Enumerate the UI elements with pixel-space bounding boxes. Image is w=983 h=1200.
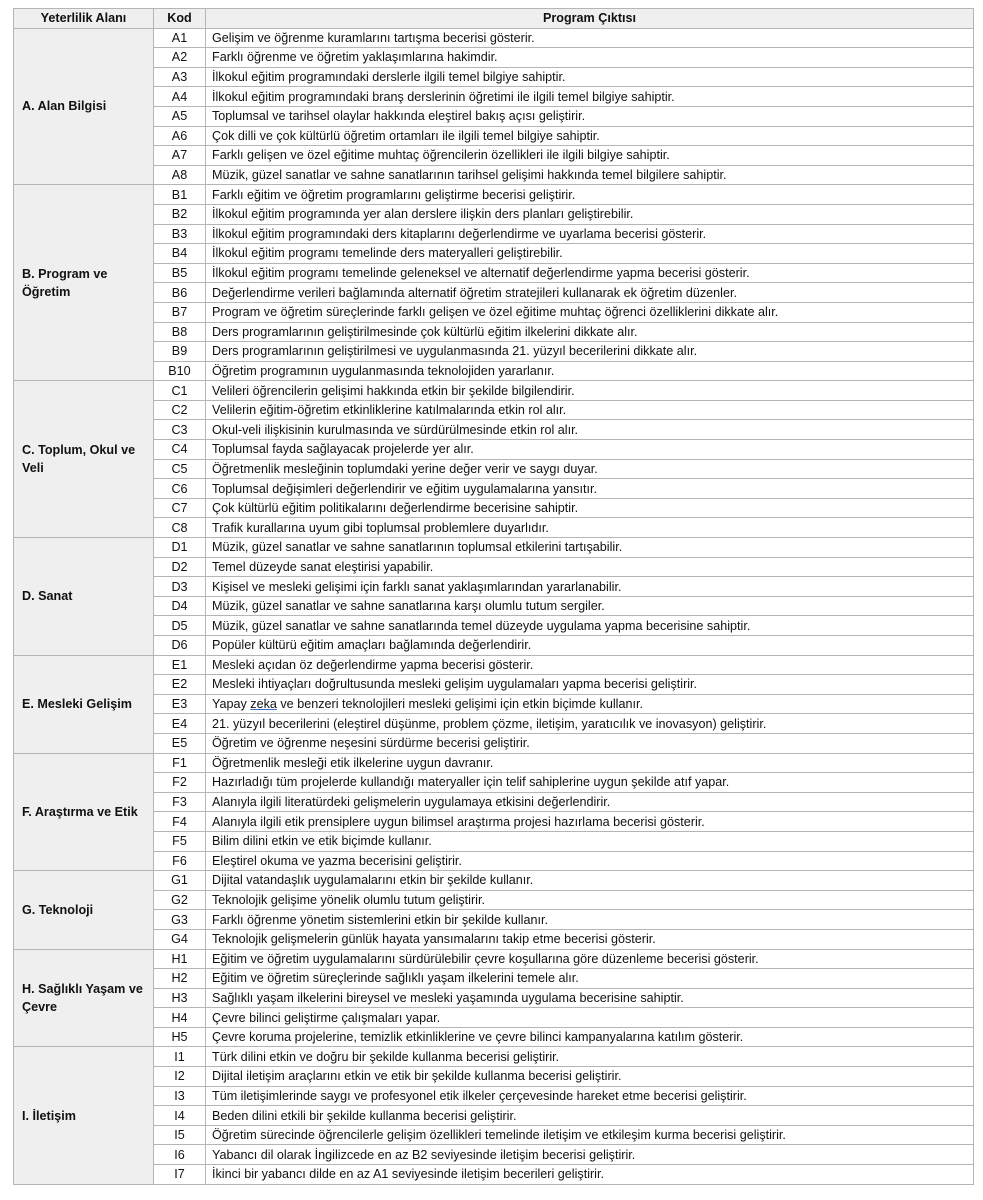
outcome-code: I5 (154, 1125, 206, 1145)
outcome-text-underlined: zeka (250, 697, 277, 712)
outcome-text: Mesleki ihtiyaçları doğrultusunda mesleki gelişim uygulamaları yapma becerisi geliştirir. (206, 675, 974, 695)
outcome-code: F6 (154, 851, 206, 871)
outcome-text: Müzik, güzel sanatlar ve sahne sanatlarında temel düzeyde uygulama yapma becerisine sahiptir. (206, 616, 974, 636)
outcome-code: F2 (154, 773, 206, 793)
outcome-text: Dijital iletişim araçlarını etkin ve etik bir şekilde kullanma becerisi geliştirir. (206, 1067, 974, 1087)
header-row (14, 9, 974, 29)
outcome-code: G3 (154, 910, 206, 930)
table-row (14, 871, 974, 891)
outcome-code: B4 (154, 244, 206, 264)
outcome-code: B3 (154, 224, 206, 244)
outcome-code: D1 (154, 538, 206, 558)
outcome-code: I3 (154, 1086, 206, 1106)
outcome-code: B1 (154, 185, 206, 205)
outcome-code: A7 (154, 146, 206, 166)
outcome-code: C2 (154, 400, 206, 420)
table-row (14, 1047, 974, 1067)
table-row (14, 890, 974, 910)
outcome-text: İlkokul eğitim programı temelinde geleneksel ve alternatif değerlendirme yapma becerisi gösterir. (206, 263, 974, 283)
table-row (14, 185, 974, 205)
outcome-code: I2 (154, 1067, 206, 1087)
outcome-text: Temel düzeyde sanat eleştirisi yapabilir. (206, 557, 974, 577)
outcome-text: İlkokul eğitim programındaki branş derslerinin öğretimi ile ilgili temel bilgiye sahiptir. (206, 87, 974, 107)
table-row (14, 1145, 974, 1165)
competency-table (13, 8, 974, 1185)
outcome-text: 21. yüzyıl becerilerini (eleştirel düşünme, problem çözme, iletişim, yaratıcılık ve inovasyon) geliştirir. (206, 714, 974, 734)
outcome-text: Okul-veli ilişkisinin kurulmasında ve sürdürülmesinde etkin rol alır. (206, 420, 974, 440)
table-row (14, 988, 974, 1008)
outcome-code: E4 (154, 714, 206, 734)
outcome-code: H3 (154, 988, 206, 1008)
table-row (14, 694, 974, 714)
outcome-code: B5 (154, 263, 206, 283)
outcome-text: Farklı öğrenme ve öğretim yaklaşımlarına hakimdir. (206, 48, 974, 68)
outcome-text: Program ve öğretim süreçlerinde farklı gelişen ve özel eğitime muhtaç öğrenci özelliklerini dikkate alır. (206, 302, 974, 322)
outcome-code: H2 (154, 969, 206, 989)
header-code: Kod (154, 9, 206, 29)
outcome-text: Farklı eğitim ve öğretim programlarını geliştirme becerisi geliştirir. (206, 185, 974, 205)
table-row (14, 538, 974, 558)
outcome-text: Alanıyla ilgili literatürdeki gelişmelerin uygulamaya etkisini değerlendirir. (206, 792, 974, 812)
outcome-code: G4 (154, 929, 206, 949)
outcome-text: Toplumsal fayda sağlayacak projelerde yer alır. (206, 440, 974, 460)
table-row (14, 28, 974, 48)
outcome-text: Farklı öğrenme yönetim sistemlerini etkin bir şekilde kullanır. (206, 910, 974, 930)
table-row (14, 322, 974, 342)
table-row (14, 440, 974, 460)
outcome-text: Farklı gelişen ve özel eğitime muhtaç öğrencilerin özellikleri ile ilgili bilgiye sahiptir. (206, 146, 974, 166)
outcome-text: Yabancı dil olarak İngilizcede en az B2 seviyesinde iletişim becerisi geliştirir. (206, 1145, 974, 1165)
header-area: Yeterlilik Alanı (14, 9, 154, 29)
outcome-code: H5 (154, 1027, 206, 1047)
outcome-text: Öğretmenlik mesleği etik ilkelerine uygun davranır. (206, 753, 974, 773)
table-row (14, 302, 974, 322)
outcome-text: İlkokul eğitim programında yer alan derslere ilişkin ders planları geliştirebilir. (206, 204, 974, 224)
table-row (14, 106, 974, 126)
table-row (14, 851, 974, 871)
outcome-text: Öğretmenlik mesleğinin toplumdaki yerine değer verir ve saygı duyar. (206, 459, 974, 479)
table-body (14, 28, 974, 1184)
competency-area: D. Sanat (14, 538, 154, 656)
table-row (14, 557, 974, 577)
outcome-text: Trafik kurallarına uyum gibi toplumsal problemlere duyarlıdır. (206, 518, 974, 538)
outcome-code: A6 (154, 126, 206, 146)
table-row (14, 459, 974, 479)
outcome-code: D5 (154, 616, 206, 636)
competency-area: F. Araştırma ve Etik (14, 753, 154, 871)
outcome-text: Öğretim programının uygulanmasında teknolojiden yararlanır. (206, 361, 974, 381)
outcome-text: Çok kültürlü eğitim politikalarını değerlendirme becerisine sahiptir. (206, 498, 974, 518)
outcome-code: C7 (154, 498, 206, 518)
outcome-code: B8 (154, 322, 206, 342)
outcome-text: Dijital vatandaşlık uygulamalarını etkin bir şekilde kullanır. (206, 871, 974, 891)
outcome-code: E1 (154, 655, 206, 675)
outcome-text-part: Yapay (212, 697, 251, 712)
outcome-text: İlkokul eğitim programındaki derslerle ilgili temel bilgiye sahiptir. (206, 67, 974, 87)
table-row (14, 1165, 974, 1185)
table-row (14, 400, 974, 420)
outcome-text: Müzik, güzel sanatlar ve sahne sanatlarının toplumsal etkilerini tartışabilir. (206, 538, 974, 558)
table-row (14, 1086, 974, 1106)
outcome-code: E3 (154, 694, 206, 714)
outcome-text: Toplumsal ve tarihsel olaylar hakkında eleştirel bakış açısı geliştirir. (206, 106, 974, 126)
table-row (14, 596, 974, 616)
competency-area: A. Alan Bilgisi (14, 28, 154, 185)
table-row (14, 969, 974, 989)
outcome-code: A5 (154, 106, 206, 126)
outcome-text: Türk dilini etkin ve doğru bir şekilde kullanma becerisi geliştirir. (206, 1047, 974, 1067)
competency-area: C. Toplum, Okul ve Veli (14, 381, 154, 538)
outcome-code: D3 (154, 577, 206, 597)
table-row (14, 420, 974, 440)
table-row (14, 283, 974, 303)
outcome-code: C1 (154, 381, 206, 401)
outcome-text: Müzik, güzel sanatlar ve sahne sanatlarının tarihsel gelişimi hakkında temel bilgilere sahiptir. (206, 165, 974, 185)
outcome-code: A3 (154, 67, 206, 87)
outcome-code: B2 (154, 204, 206, 224)
outcome-text: Gelişim ve öğrenme kuramlarını tartışma becerisi gösterir. (206, 28, 974, 48)
table-row (14, 165, 974, 185)
table-row (14, 1106, 974, 1126)
outcome-text: Teknolojik gelişime yönelik olumlu tutum geliştirir. (206, 890, 974, 910)
outcome-text: Toplumsal değişimleri değerlendirir ve eğitim uygulamalarına yansıtır. (206, 479, 974, 499)
outcome-text: Mesleki açıdan öz değerlendirme yapma becerisi gösterir. (206, 655, 974, 675)
outcome-code: C3 (154, 420, 206, 440)
table-row (14, 263, 974, 283)
table-row (14, 361, 974, 381)
outcome-text: İlkokul eğitim programı temelinde ders materyalleri geliştirebilir. (206, 244, 974, 264)
outcome-code: D4 (154, 596, 206, 616)
outcome-text: Sağlıklı yaşam ilkelerini bireysel ve mesleki yaşamında uygulama becerisine sahiptir. (206, 988, 974, 1008)
outcome-text: Öğretim sürecinde öğrencilerle gelişim özellikleri temelinde iletişim ve etkileşim kurma becerisi geliştirir. (206, 1125, 974, 1145)
outcome-text: Bilim dilini etkin ve etik biçimde kullanır. (206, 831, 974, 851)
outcome-text: Müzik, güzel sanatlar ve sahne sanatlarına karşı olumlu tutum sergiler. (206, 596, 974, 616)
table-row (14, 831, 974, 851)
outcome-code: A4 (154, 87, 206, 107)
outcome-code: G2 (154, 890, 206, 910)
outcome-code: C6 (154, 479, 206, 499)
outcome-text: Alanıyla ilgili etik prensiplere uygun bilimsel araştırma projesi hazırlama becerisi gösterir. (206, 812, 974, 832)
table-row (14, 714, 974, 734)
table-row (14, 792, 974, 812)
outcome-text: Hazırladığı tüm projelerde kullandığı materyaller için telif sahiplerine uygun şekilde atıf yapar. (206, 773, 974, 793)
outcome-code: C8 (154, 518, 206, 538)
table-row (14, 342, 974, 362)
outcome-code: B6 (154, 283, 206, 303)
outcome-code: B10 (154, 361, 206, 381)
outcome-code: C4 (154, 440, 206, 460)
outcome-code: A8 (154, 165, 206, 185)
outcome-text: Beden dilini etkili bir şekilde kullanma becerisi geliştirir. (206, 1106, 974, 1126)
table-row (14, 87, 974, 107)
competency-area: E. Mesleki Gelişim (14, 655, 154, 753)
table-row (14, 204, 974, 224)
outcome-code: H1 (154, 949, 206, 969)
table-row (14, 1027, 974, 1047)
outcome-text: Eğitim ve öğretim uygulamalarını sürdürülebilir çevre koşullarına göre düzenleme becerisi gösterir. (206, 949, 974, 969)
outcome-code: I6 (154, 1145, 206, 1165)
outcome-code: F4 (154, 812, 206, 832)
outcome-text: Değerlendirme verileri bağlamında alternatif öğretim stratejileri kullanarak ek öğretim düzenler. (206, 283, 974, 303)
outcome-code: A2 (154, 48, 206, 68)
table-row (14, 655, 974, 675)
table-row (14, 48, 974, 68)
outcome-text: Çevre koruma projelerine, temizlik etkinliklerine ve çevre bilinci kampanyalarına katılım gösterir. (206, 1027, 974, 1047)
outcome-text: Velileri öğrencilerin gelişimi hakkında etkin bir şekilde bilgilendirir. (206, 381, 974, 401)
outcome-code: E2 (154, 675, 206, 695)
outcome-text: İkinci bir yabancı dilde en az A1 seviyesinde iletişim becerileri geliştirir. (206, 1165, 974, 1185)
table-row (14, 773, 974, 793)
outcome-code: H4 (154, 1008, 206, 1028)
table-row (14, 1008, 974, 1028)
outcome-text: Kişisel ve mesleki gelişimi için farklı sanat yaklaşımlarından yararlanabilir. (206, 577, 974, 597)
table-row (14, 577, 974, 597)
outcome-code: C5 (154, 459, 206, 479)
competency-area: H. Sağlıklı Yaşam ve Çevre (14, 949, 154, 1047)
table-row (14, 616, 974, 636)
outcome-text: Ders programlarının geliştirilmesi ve uygulanmasında 21. yüzyıl becerilerini dikkate alır. (206, 342, 974, 362)
competency-area: B. Program ve Öğretim (14, 185, 154, 381)
outcome-code: D6 (154, 636, 206, 656)
table-row (14, 733, 974, 753)
table-row (14, 146, 974, 166)
outcome-code: I1 (154, 1047, 206, 1067)
outcome-code: F3 (154, 792, 206, 812)
outcome-code: F1 (154, 753, 206, 773)
outcome-text (206, 694, 974, 714)
outcome-text: Öğretim ve öğrenme neşesini sürdürme becerisi geliştirir. (206, 733, 974, 753)
table-row (14, 67, 974, 87)
table-row (14, 518, 974, 538)
outcome-code: I7 (154, 1165, 206, 1185)
table-row (14, 1125, 974, 1145)
table-row (14, 753, 974, 773)
outcome-text: Velilerin eğitim-öğretim etkinliklerine katılmalarında etkin rol alır. (206, 400, 974, 420)
table-row (14, 126, 974, 146)
table-row (14, 949, 974, 969)
table-row (14, 636, 974, 656)
outcome-text: Çok dilli ve çok kültürlü öğretim ortamları ile ilgili temel bilgiye sahiptir. (206, 126, 974, 146)
outcome-text: Çevre bilinci geliştirme çalışmaları yapar. (206, 1008, 974, 1028)
table-row (14, 381, 974, 401)
outcome-code: I4 (154, 1106, 206, 1126)
competency-area: G. Teknoloji (14, 871, 154, 949)
outcome-code: A1 (154, 28, 206, 48)
outcome-code: E5 (154, 733, 206, 753)
competency-area: I. İletişim (14, 1047, 154, 1184)
outcome-code: F5 (154, 831, 206, 851)
table-row (14, 812, 974, 832)
table-row (14, 675, 974, 695)
table-row (14, 910, 974, 930)
outcome-text: Eleştirel okuma ve yazma becerisini geliştirir. (206, 851, 974, 871)
outcome-text: İlkokul eğitim programındaki ders kitaplarını değerlendirme ve uyarlama becerisi gösterir. (206, 224, 974, 244)
table-row (14, 498, 974, 518)
outcome-code: G1 (154, 871, 206, 891)
table-row (14, 244, 974, 264)
outcome-code: B9 (154, 342, 206, 362)
outcome-text: Teknolojik gelişmelerin günlük hayata yansımalarını takip etme becerisi gösterir. (206, 929, 974, 949)
table-row (14, 929, 974, 949)
outcome-text: Ders programlarının geliştirilmesinde çok kültürlü eğitim ilkelerini dikkate alır. (206, 322, 974, 342)
table-row (14, 224, 974, 244)
table-row (14, 479, 974, 499)
table-row (14, 1067, 974, 1087)
header-outcome: Program Çıktısı (206, 9, 974, 29)
outcome-text: Eğitim ve öğretim süreçlerinde sağlıklı yaşam ilkelerini temele alır. (206, 969, 974, 989)
outcome-code: D2 (154, 557, 206, 577)
outcome-code: B7 (154, 302, 206, 322)
outcome-text: Tüm iletişimlerinde saygı ve profesyonel etik ilkeler çerçevesinde hareket etme becerisi geliştirir. (206, 1086, 974, 1106)
table-header (14, 9, 974, 29)
outcome-text: Popüler kültürü eğitim amaçları bağlamında değerlendirir. (206, 636, 974, 656)
outcome-text-part: ve benzeri teknolojileri mesleki gelişimi için etkin biçimde kullanır. (276, 697, 643, 712)
